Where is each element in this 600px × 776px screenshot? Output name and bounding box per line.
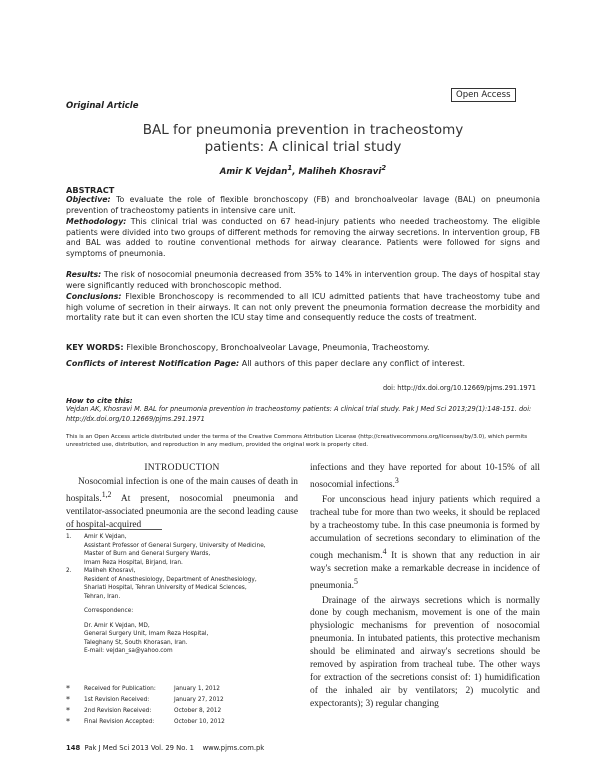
intro-p1-sup: 1,2 xyxy=(101,489,112,499)
affiliation-1-num: 1. xyxy=(66,534,72,540)
author-1-sup: 1 xyxy=(287,163,293,172)
paper-title xyxy=(60,122,546,156)
keywords xyxy=(66,343,429,352)
results-label: Results: xyxy=(66,270,102,279)
date-row xyxy=(66,683,306,694)
author-1: Amir K Vejdan xyxy=(219,166,288,177)
affiliation-2-line-3: Shariati Hospital, Tehran University of Medical Sciences, xyxy=(84,585,247,591)
author-affiliations xyxy=(66,533,306,656)
correspondence-line-1: Dr. Amir K Vejdan, MD, xyxy=(84,622,150,629)
date-label: Final Revision Accepted: xyxy=(84,718,155,725)
right-p2-cont: It is shown that any reduction in air way's secretion make a remarkable decrease in incidence of pneumonia. xyxy=(310,550,540,591)
introduction-heading: INTRODUCTION xyxy=(144,463,220,473)
conflicts-text: All authors of this paper declare any conflict of interest. xyxy=(241,359,466,368)
date-row xyxy=(66,694,306,705)
affiliation-1-line-3: Master of Burn and General Surgery Wards, xyxy=(84,551,211,557)
conclusions-text: Flexible Bronchoscopy is recommended to all ICU admitted patients that have tracheostomy tube and high volume of secretion in their airways. It can not only prevent the pneumonia formation decrease the morbidity and mortality rate but it can even shorten the ICU stay time and consequently reduce the costs of treatment. xyxy=(66,292,540,323)
publication-dates xyxy=(66,683,306,727)
affiliation-2-line-4: Tehran, Iran. xyxy=(84,593,121,600)
left-column xyxy=(66,476,298,534)
objective-label: Objective: xyxy=(66,195,111,204)
author-2-sup: 2 xyxy=(381,163,387,172)
page-footer xyxy=(66,744,264,752)
citation-text: Vejdan AK, Khosravi M. BAL for pneumonia prevention in tracheostomy patients: A clinical trial study. Pak J Med Sci 2013;29(1):148-151. doi: http://dx.doi.org/10.12669/pjms.291.1971 xyxy=(66,405,532,423)
intro-right-paragraph-2 xyxy=(310,494,540,593)
date-row xyxy=(66,705,306,716)
article-type: Original Article xyxy=(66,101,139,111)
date-value: October 10, 2012 xyxy=(174,718,225,725)
date-value: January 27, 2012 xyxy=(174,696,224,703)
abstract-heading: ABSTRACT xyxy=(66,185,115,195)
methodology-text: This clinical trial was conducted on 67 head-injury patients who needed tracheostomy. The eligible patients were divided into two groups of different methods for removing the airway secretions. In intervention group, FB and BAL was added to routine conventional methods for airway clearance. Patients were followed for signs and symptoms of pneumonia. xyxy=(66,217,540,258)
right-p2-sup: 4 xyxy=(382,546,387,556)
results-text: The risk of nosocomial pneumonia decreased from 35% to 14% in intervention group. The days of hospital stay were significantly reduced with bronchoscopic method. xyxy=(66,270,541,290)
intro-p1-text: Nosocomial infection is one of the main causes of death in hospitals. xyxy=(66,477,298,505)
correspondence-label: Correspondence: xyxy=(84,608,134,614)
affiliation-2-name: Maliheh Khosravi, xyxy=(84,568,136,574)
conflicts-label: Conflicts of interest Notification Page: xyxy=(66,359,240,368)
intro-paragraph-1 xyxy=(66,476,298,532)
right-p2-text: For unconscious head injury patients which required a tracheal tube for more than two weeks, it should be replaced by a tracheostomy tube. In this case pneumonia is formed by accumulation of secretions secondary to elimination of the cough mechanism. xyxy=(310,494,540,561)
doi-link[interactable]: doi: http://dx.doi.org/10.12669/pjms.291.1971 xyxy=(382,384,536,392)
date-value: January 1, 2012 xyxy=(174,685,220,692)
abstract-results xyxy=(66,270,540,291)
affiliation-2-line-2: Resident of Anesthesiology, Department of Anesthesiology, xyxy=(84,576,257,583)
bullet-star-icon: * xyxy=(66,705,70,715)
affiliation-1-line-2: Assistant Professor of General Surgery, University of Medicine, xyxy=(84,542,266,549)
bullet-star-icon: * xyxy=(66,694,70,704)
affiliation-1 xyxy=(66,533,306,567)
author-list xyxy=(60,163,546,177)
affiliation-2-num: 2. xyxy=(66,568,72,574)
objective-text: To evaluate the role of flexible bronchoscopy (FB) and bronchoalveolar lavage (BAL) on pneumonia prevention of tracheostomy patients in intensive care unit. xyxy=(66,195,540,215)
correspondence xyxy=(66,607,306,656)
intro-right-paragraph-1 xyxy=(310,462,540,492)
correspondence-email[interactable]: E-mail: vejdan_sa@yahoo.com xyxy=(84,648,173,654)
license-notice: This is an Open Access article distributed under the terms of the Creative Commons Attribution License (http://creativecommons.org/licenses/by/3.0), which permits unrestricted use, distribution, and reproduction in any medium, provided the original work is properly cited. xyxy=(66,434,528,449)
page-number: 148 xyxy=(66,744,81,752)
author-2: Maliheh Khosravi xyxy=(298,166,382,177)
methodology-label: Methodology: xyxy=(66,217,127,226)
date-row xyxy=(66,716,306,727)
right-p1-sup: 3 xyxy=(394,475,399,485)
keywords-label: KEY WORDS: xyxy=(66,343,124,352)
abstract-objective xyxy=(66,195,540,216)
bullet-star-icon: * xyxy=(66,716,70,726)
open-access-badge: Open Access xyxy=(451,88,516,102)
date-label: Received for Publication: xyxy=(84,685,156,692)
conclusions-label: Conclusions: xyxy=(66,292,122,301)
journal-info: Pak J Med Sci 2013 Vol. 29 No. 1 xyxy=(84,744,194,752)
keywords-text: Flexible Bronchoscopy, Bronchoalveolar Lavage, Pneumonia, Tracheostomy. xyxy=(126,343,430,352)
intro-p1-cont: At present, nosocomial pneumonia and ventilator-associated pneumonia are the second leading cause of hospital-acquired xyxy=(66,494,298,530)
conflicts-of-interest xyxy=(66,359,465,368)
footnote-divider xyxy=(66,529,162,530)
title-line-2: patients: A clinical trial study xyxy=(204,139,402,155)
affiliation-1-name: Amir K Vejdan, xyxy=(84,534,127,540)
correspondence-line-3: Taleghany St, South Khorasan, Iran. xyxy=(84,639,188,646)
right-p1-text: infections and they have reported for about 10-15% of all nosocomial infections. xyxy=(310,463,540,491)
abstract-methodology xyxy=(66,217,540,259)
author-separator: , xyxy=(292,166,299,177)
date-label: 2nd Revision Received: xyxy=(84,707,152,714)
bullet-star-icon: * xyxy=(66,683,70,693)
how-to-cite-heading: How to cite this: xyxy=(66,396,133,405)
intro-right-paragraph-3: Drainage of the airways secretions which is normally done by cough mechanism, movement is one of the main physiologic mechanisms for prevention of nosocomial pneumonia. In intubated patients, this protective mechanism should be eliminated and airway's secretions should be removed by aspiration from tracheal tube. The other ways for extraction of the secretions consist of: 1) humidification of the inhaled air by ventilators; 2) mucolytic and expectorants); 3) regular changing xyxy=(310,595,540,709)
correspondence-line-2: General Surgery Unit, Imam Reza Hospital, xyxy=(84,631,209,637)
right-p2-sup-2: 5 xyxy=(354,576,358,586)
title-line-1: BAL for pneumonia prevention in tracheostomy xyxy=(142,122,464,138)
abstract-conclusions xyxy=(66,292,540,324)
affiliation-2 xyxy=(66,567,306,601)
date-label: 1st Revision Received: xyxy=(84,696,150,703)
date-value: October 8, 2012 xyxy=(174,707,222,714)
journal-website[interactable]: www.pjms.com.pk xyxy=(202,744,265,752)
right-column xyxy=(310,462,540,713)
affiliation-1-line-4: Imam Reza Hospital, Birjand, Iran. xyxy=(84,559,183,566)
